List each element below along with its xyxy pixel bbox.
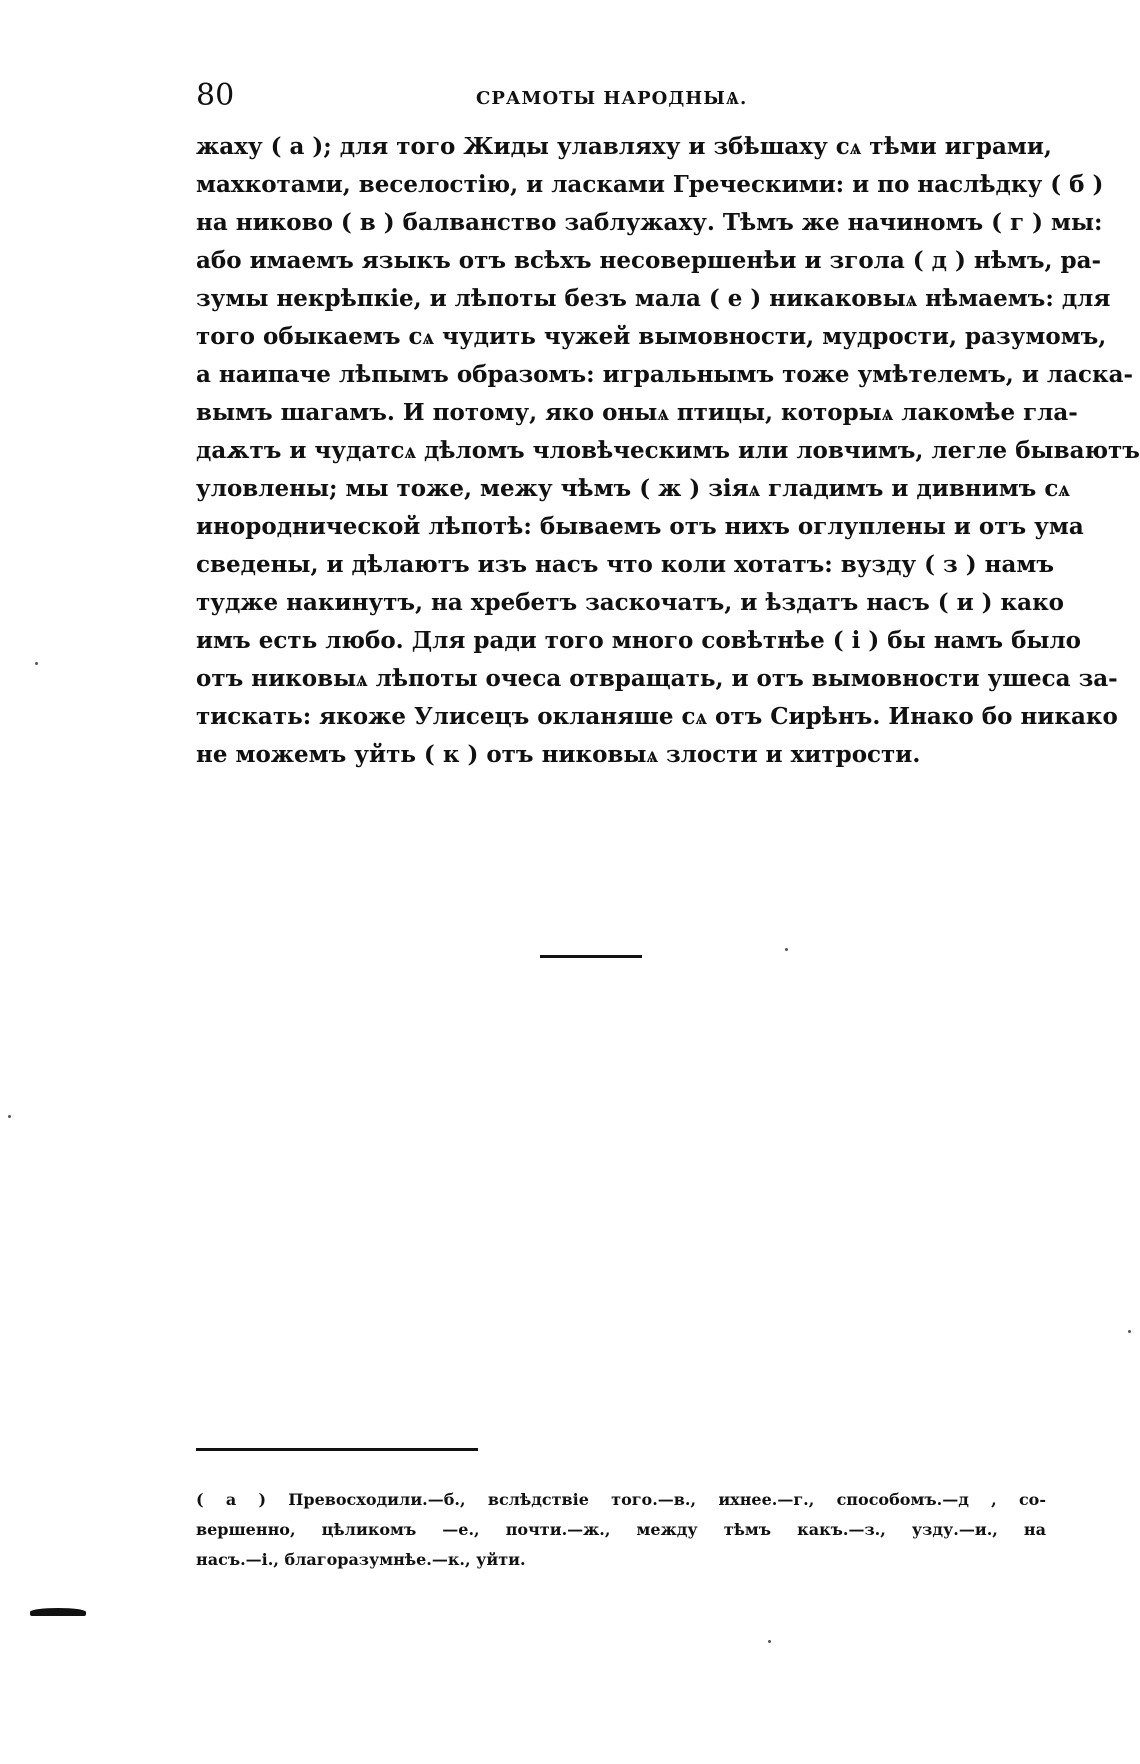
text-line: махкотами, веселостію, и ласками Греческими: и по наслѣдку ( б ) bbox=[196, 171, 1104, 198]
text-line: на никово ( в ) балванство заблужаху. Тѣмъ же начиномъ ( г ) мы: bbox=[196, 209, 1103, 236]
text-line: имъ есть любо. Для ради того много совѣтнѣе ( і ) бы намъ было bbox=[196, 627, 1082, 654]
scan-edge-mark bbox=[30, 1608, 86, 1616]
footnote-line: ( а ) Превосходили.—б., вслѣдствіе того.—в., ихнее.—г., способомъ.—д , со- bbox=[196, 1490, 1046, 1509]
main-text bbox=[196, 128, 1140, 774]
text-line: не можемъ уйть ( к ) отъ никовыѧ злости и хитрости. bbox=[196, 741, 921, 768]
text-line: або имаемъ языкъ отъ всѣхъ несовершенѣи и згола ( д ) нѣмъ, ра- bbox=[196, 247, 1102, 274]
text-line: зумы некрѣпкіе, и лѣпоты безъ мала ( е ) никаковыѧ нѣмаемъ: для bbox=[196, 285, 1111, 312]
text-line: вымъ шагамъ. И потому, яко оныѧ птицы, которыѧ лакомѣе гла- bbox=[196, 399, 1078, 426]
text-line: того обыкаемъ сѧ чудить чужей вымовности, мудрости, разумомъ, bbox=[196, 323, 1107, 350]
text-line: тудже накинутъ, на хребетъ заскочатъ, и ѣздатъ насъ ( и ) како bbox=[196, 589, 1065, 616]
text-line: жаху ( а ); для того Жиды улавляху и збѣшаху сѧ тѣми играми, bbox=[196, 133, 1052, 160]
scan-speck bbox=[785, 948, 788, 951]
section-separator bbox=[540, 955, 642, 958]
scan-speck bbox=[768, 1640, 771, 1643]
footnote-line: насъ.—і., благоразумнѣе.—к., уйти. bbox=[196, 1550, 526, 1569]
scan-speck bbox=[8, 1115, 11, 1118]
text-line: отъ никовыѧ лѣпоты очеса отвращать, и отъ вымовности ушеса за- bbox=[196, 665, 1118, 692]
page-number: 80 bbox=[196, 78, 235, 113]
page-header bbox=[196, 78, 1054, 118]
footnote-rule bbox=[196, 1448, 478, 1451]
scan-speck bbox=[1128, 1330, 1131, 1333]
text-line: а наипаче лѣпымъ образомъ: игральнымъ тоже умѣтелемъ, и ласка- bbox=[196, 361, 1134, 388]
running-title: СРАМОТЫ НАРОДНЫѦ. bbox=[476, 88, 748, 109]
text-line: даѫтъ и чудатсѧ дѣломъ чловѣческимъ или ловчимъ, легле бываютъ bbox=[196, 437, 1140, 464]
footnotes bbox=[196, 1485, 1046, 1575]
footnote-line: вершенно, цѣликомъ —е., почти.—ж., между тѣмъ какъ.—з., узду.—и., на bbox=[196, 1520, 1046, 1539]
text-line: сведены, и дѣлаютъ изъ насъ что коли хотатъ: вузду ( з ) намъ bbox=[196, 551, 1054, 578]
text-line: тискать: якоже Улисецъ окланяше сѧ отъ Сирѣнъ. Инако бо никако bbox=[196, 703, 1118, 730]
text-line: уловлены; мы тоже, межу чѣмъ ( ж ) зіяѧ гладимъ и дивнимъ сѧ bbox=[196, 475, 1070, 502]
text-line: инороднической лѣпотѣ: бываемъ отъ нихъ оглуплены и отъ ума bbox=[196, 513, 1084, 540]
scan-speck bbox=[35, 662, 38, 665]
